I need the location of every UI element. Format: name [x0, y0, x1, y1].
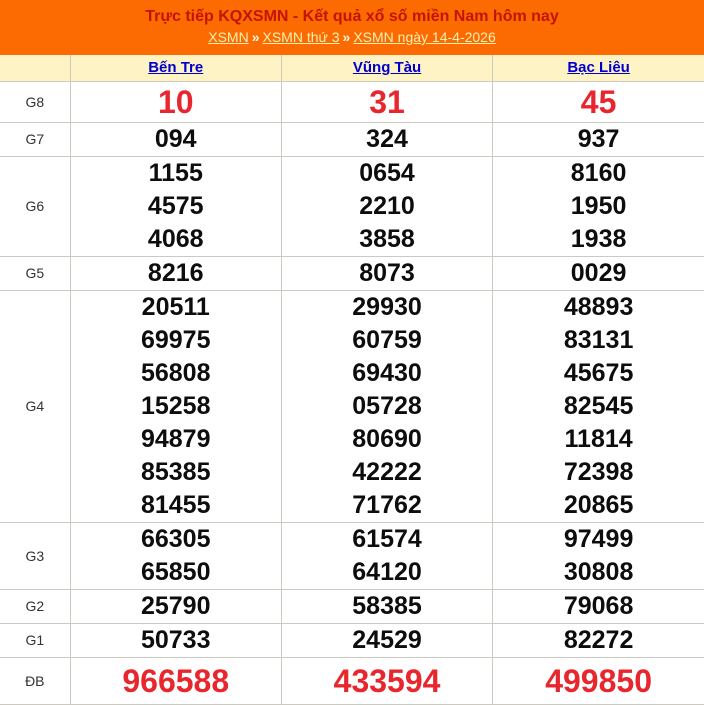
prize-value-cell [493, 657, 704, 704]
prize-number: 15258 [140, 391, 211, 420]
prize-number: 05728 [352, 391, 422, 420]
prize-number: 10 [157, 83, 194, 120]
prize-value-cell [281, 623, 492, 657]
prize-value-cell [493, 256, 704, 290]
prize-label: G1 [0, 623, 70, 657]
prize-value-cell [493, 589, 704, 623]
prize-number: 97499 [563, 524, 634, 553]
prize-number: 11814 [564, 424, 633, 453]
breadcrumb-separator: » [342, 29, 351, 45]
prize-number: 3858 [359, 224, 415, 253]
prize-value-cell [70, 657, 281, 704]
prize-number: 45675 [563, 358, 634, 387]
prize-number: 71762 [352, 490, 422, 519]
top-banner [0, 0, 704, 55]
breadcrumb-link-xsmn-date[interactable]: XSMN ngày 14-4-2026 [353, 29, 496, 45]
prize-number: 82545 [563, 391, 634, 420]
prize-value-cell [493, 81, 704, 122]
prize-row [0, 623, 704, 657]
province-link[interactable]: Bến Tre [148, 59, 204, 77]
prize-number: 83131 [563, 325, 634, 354]
prize-row [0, 589, 704, 623]
prize-number: 31 [369, 83, 405, 120]
prize-row [0, 290, 704, 522]
prize-number: 69975 [140, 325, 211, 354]
province-header-cell [493, 55, 704, 81]
prize-number: 20511 [141, 292, 210, 321]
province-header-cell [281, 55, 492, 81]
prize-number: 499850 [545, 662, 652, 699]
prize-number: 4575 [147, 191, 204, 220]
prize-number: 8073 [359, 258, 415, 287]
prize-number: 60759 [352, 325, 422, 354]
prize-number: 433594 [333, 662, 441, 699]
page-title: Trực tiếp KQXSMN - Kết quả xổ số miền Nam hôm nay [145, 8, 559, 25]
prize-number: 0654 [359, 158, 415, 187]
prize-number: 30808 [563, 557, 634, 586]
prize-number: 80690 [352, 424, 422, 453]
prize-number: 1938 [570, 224, 627, 253]
prize-number: 56808 [140, 358, 211, 387]
prize-number: 94879 [140, 424, 211, 453]
prize-number: 29930 [352, 292, 422, 321]
prize-number: 85385 [140, 457, 211, 486]
prize-number: 25790 [140, 591, 211, 620]
prize-value-cell [281, 81, 492, 122]
prize-row [0, 122, 704, 156]
prize-number: 324 [366, 124, 408, 153]
prize-number: 2210 [359, 191, 415, 220]
prize-value-cell [281, 256, 492, 290]
breadcrumb-separator: » [251, 29, 260, 45]
breadcrumb-link-xsmn-weekday[interactable]: XSMN thứ 3 [262, 29, 340, 45]
prize-number: 66305 [140, 524, 211, 553]
prize-number: 64120 [352, 557, 422, 586]
prize-value-cell [493, 122, 704, 156]
prize-row [0, 657, 704, 704]
prize-label: G5 [0, 256, 70, 290]
prize-value-cell [281, 156, 492, 256]
prize-row [0, 522, 704, 589]
prize-value-cell [281, 290, 492, 522]
prize-value-cell [493, 522, 704, 589]
prize-label: G7 [0, 122, 70, 156]
prize-value-cell [70, 156, 281, 256]
prize-number: 69430 [352, 358, 422, 387]
prize-label: ĐB [0, 657, 70, 704]
prize-number: 966588 [122, 662, 230, 699]
prize-number: 65850 [140, 557, 211, 586]
prize-row [0, 156, 704, 256]
prize-value-cell [70, 81, 281, 122]
breadcrumb-link-xsmn[interactable]: XSMN [208, 29, 249, 45]
province-header-row [0, 55, 704, 81]
prize-number: 72398 [563, 457, 634, 486]
prize-label: G4 [0, 290, 70, 522]
prize-label: G3 [0, 522, 70, 589]
prize-number: 24529 [352, 625, 422, 654]
breadcrumb [0, 27, 704, 47]
results-table [0, 55, 704, 705]
province-link[interactable]: Vũng Tàu [352, 59, 422, 77]
prize-value-cell [281, 657, 492, 704]
prize-value-cell [70, 290, 281, 522]
prize-column-header [0, 55, 70, 81]
prize-number: 8216 [147, 258, 204, 287]
prize-number: 61574 [352, 524, 422, 553]
province-link[interactable]: Bạc Liêu [567, 59, 630, 77]
prize-number: 8160 [570, 158, 627, 187]
prize-number: 4068 [147, 224, 204, 253]
prize-value-cell [70, 256, 281, 290]
prize-number: 20865 [563, 490, 634, 519]
prize-value-cell [281, 122, 492, 156]
prize-number: 42222 [352, 457, 422, 486]
prize-number: 79068 [563, 591, 634, 620]
prize-value-cell [493, 290, 704, 522]
prize-value-cell [70, 122, 281, 156]
prize-value-cell [70, 522, 281, 589]
prize-row [0, 256, 704, 290]
prize-number: 82272 [563, 625, 634, 654]
prize-number: 937 [577, 124, 620, 153]
prize-number: 1950 [570, 191, 627, 220]
prize-row [0, 81, 704, 122]
prize-value-cell [70, 623, 281, 657]
prize-number: 48893 [563, 292, 634, 321]
prize-label: G8 [0, 81, 70, 122]
prize-label: G6 [0, 156, 70, 256]
prize-number: 0029 [570, 258, 627, 287]
prize-value-cell [281, 589, 492, 623]
prize-value-cell [70, 589, 281, 623]
prize-number: 58385 [352, 591, 422, 620]
prize-number: 45 [580, 83, 617, 120]
prize-value-cell [281, 522, 492, 589]
prize-number: 50733 [140, 625, 211, 654]
prize-number: 81455 [140, 490, 211, 519]
prize-label: G2 [0, 589, 70, 623]
prize-number: 1155 [148, 158, 203, 187]
prize-value-cell [493, 623, 704, 657]
prize-value-cell [493, 156, 704, 256]
province-header-cell [70, 55, 281, 81]
prize-number: 094 [154, 124, 197, 153]
results-body [0, 81, 704, 704]
